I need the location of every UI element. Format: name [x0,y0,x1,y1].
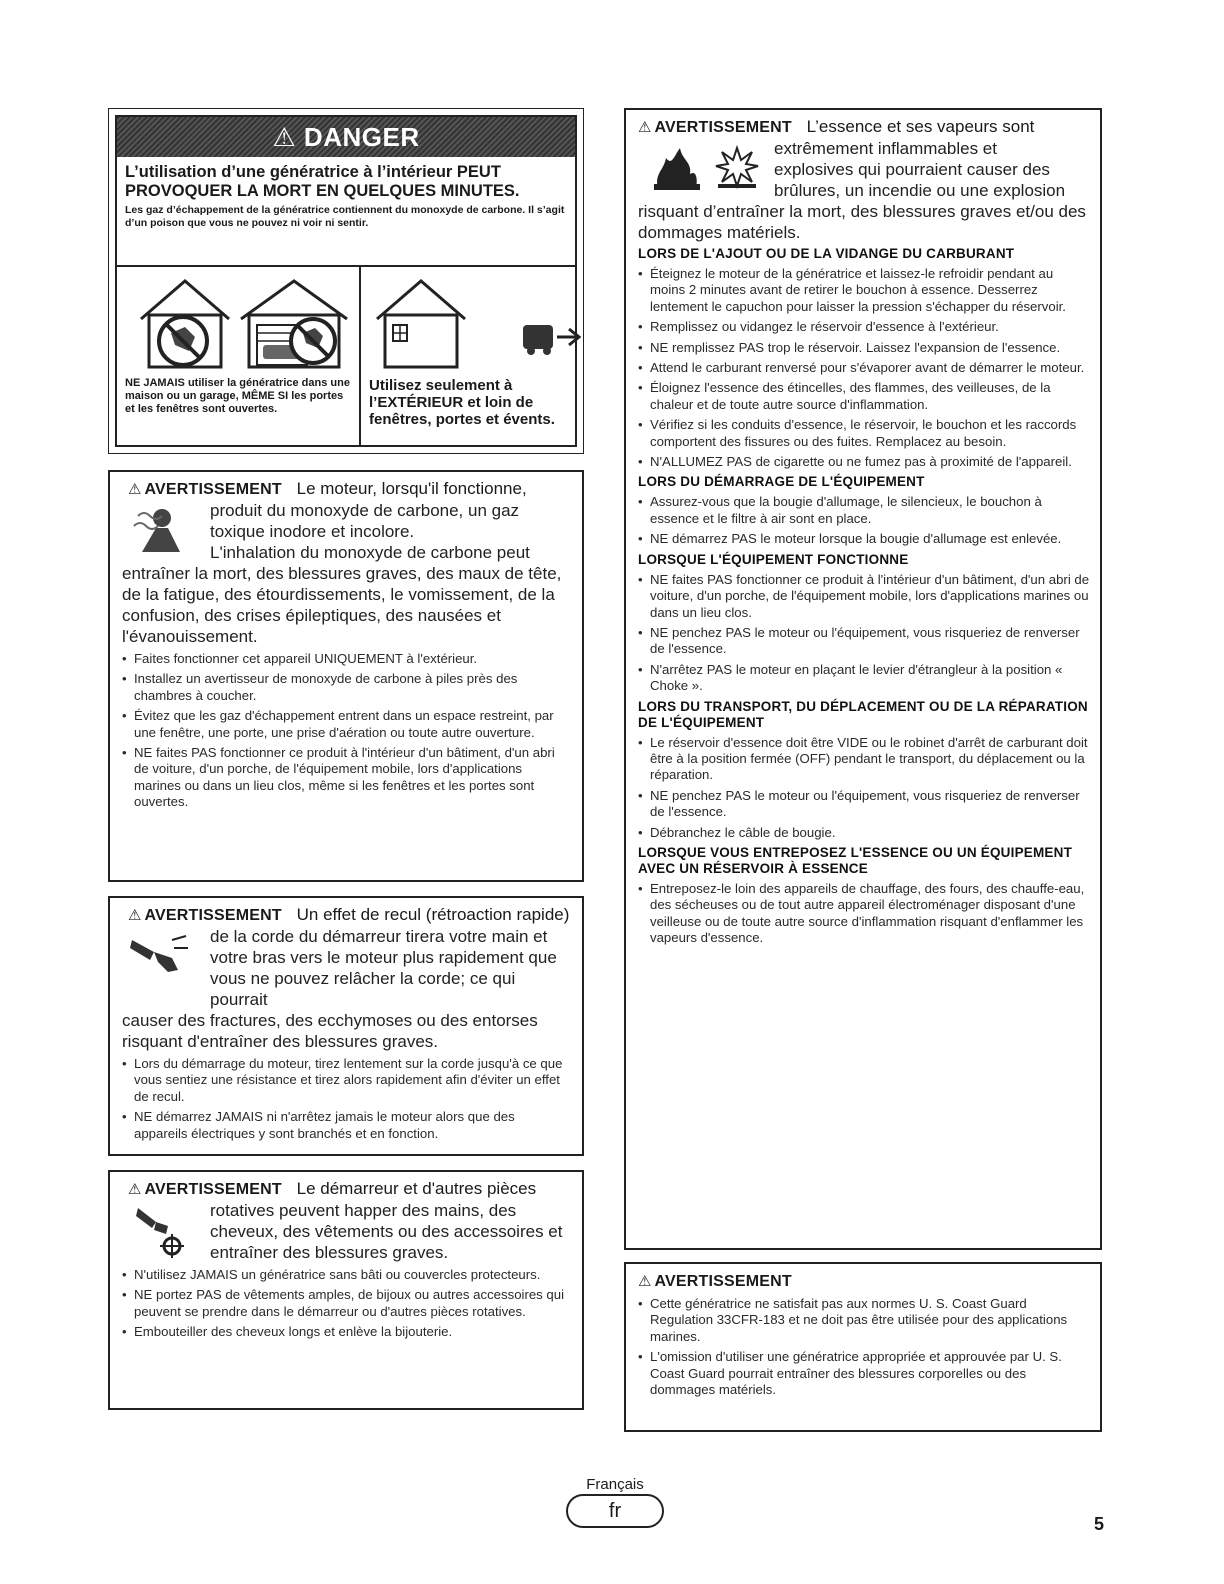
warning-line: explosives qui pourraient causer des [774,160,1050,179]
warning-line: Le moteur, lorsqu'il fonctionne, [296,479,527,498]
list-item: • Débranchez le câble de bougie. [638,825,1090,841]
danger-box [108,108,584,454]
warning-title-rest: L’essence et ses vapeurs sont [806,117,1035,136]
section-heading: LORSQUE VOUS ENTREPOSEZ L'ESSENCE OU UN ÉQUIPEMENT AVEC UN RÉSERVOIR À ESSENCE [638,844,1073,876]
list-item: • N'arrêtez PAS le moteur en plaçant le levier d'étrangleur à la position « Choke ». [638,662,1090,695]
warning-title-row [638,1270,1090,1292]
list-item: • Remplissez ou vidangez le réservoir d'essence à l'extérieur. [638,319,1090,335]
list-item: • NE faites PAS fonctionner ce produit à l'intérieur d'un bâtiment, d'un abri de voiture, d'un porche, de l'équipement mobile, lors d'applications marines ou dans un lieu clos, même si les fenêtres et les portes sont ouvertes. [122,745,570,811]
list-item: • Éloignez l'essence des étincelles, des flammes, des veilleuses, de la chaleur et de toute autre source d'inflammation. [638,380,1090,413]
warning-line: produit du monoxyde de carbone, un gaz [210,501,520,520]
danger-headline: L’utilisation d’une génératrice à l’intérieur PEUT PROVOQUER LA MORT EN QUELQUES MINUTES. [125,163,520,200]
danger-subtext: Les gaz d’échappement de la génératrice contiennent du monoxyde de carbone. Il s’agit d’un poison que vous ne pouvez ni voir ni sentir. [125,204,565,229]
list-item: • Cette génératrice ne satisfait pas aux normes U. S. Coast Guard Regulation 33CFR-183 et ne doit pas être utilisée pour des applications marines. [638,1296,1090,1345]
warning-line: Un effet de recul (rétroaction rapide) [296,905,570,924]
warning-kickback [108,896,584,1156]
entanglement-icon [132,1202,188,1258]
warning-title-row [122,478,570,500]
explosion-icon [714,144,760,190]
warning-title-row [638,116,1090,138]
list-item: • NE faites PAS fonctionner ce produit à l'intérieur d'un bâtiment, d'un abri de voiture, d'un porche, de l'équipement mobile, lors d'applications marines ou dans un lieu clos. [638,572,1090,621]
warning-coast-guard [624,1262,1102,1432]
section-heading: LORSQUE L'ÉQUIPEMENT FONCTIONNE [638,551,909,567]
list-item: • NE remplissez PAS trop le réservoir. Laissez l'expansion de l'essence. [638,340,1090,356]
warning-triangle-icon: ⚠ [128,907,142,924]
warning-label: AVERTISSEMENT [654,1273,792,1290]
danger-inner [115,115,577,447]
section-bullet-list [638,572,1090,695]
danger-panels [117,265,575,445]
no-indoor-house-icon [135,275,235,371]
section-heading: LORS DU DÉMARRAGE DE L'ÉQUIPEMENT [638,474,925,490]
list-item: • L'omission d'utiliser une génératrice appropriée et approuvée par U. S. Coast Guard pourrait entraîner des blessures corporelles ou des dommages matériels. [638,1349,1090,1398]
warning-label: AVERTISSEMENT [144,481,282,498]
list-item: • NE démarrez JAMAIS ni n'arrêtez jamais le moteur alors que des appareils électriques y sont branchés et en fonction. [122,1109,570,1142]
warning-triangle-icon: ⚠ [128,1181,142,1198]
footer-language: Français [586,1476,644,1493]
warning-bullet-list [122,651,570,811]
warning-triangle-icon: ⚠ [638,1273,652,1290]
warning-line: rotatives peuvent happer des mains, des [210,1201,517,1220]
warning-label: AVERTISSEMENT [144,907,282,924]
warning-body: risquant d’entraîner la mort, des blessures graves et/ou des dommages matériels. [638,202,1086,242]
danger-panel-outdoor [361,267,575,445]
warning-line: entraîner des blessures graves. [210,1243,449,1262]
list-item: • NE penchez PAS le moteur ou l'équipement, vous risqueriez de renverser de l'essence. [638,788,1090,821]
list-item: • NE démarrez PAS le moteur lorsque la bougie d'allumage est enlevée. [638,531,1090,547]
warning-body: causer des fractures, des ecchymoses ou des entorses risquant d'entraîner des blessures graves. [122,1011,538,1051]
danger-label: ⚠ DANGER [117,117,575,157]
warning-title-row [122,1178,570,1200]
no-garage-icon [235,275,353,371]
generator-exhaust-icon [521,317,585,357]
warning-title-row [122,904,570,926]
fire-icon [652,144,702,190]
section-heading: LORS DU TRANSPORT, DU DÉPLACEMENT OU DE LA RÉPARATION DE L'ÉQUIPEMENT [638,698,1088,730]
kickback-icon [128,930,190,976]
warning-line: brûlures, un incendie ou une explosion [774,181,1066,200]
warning-triangle-icon: ⚠ [128,481,142,498]
warning-line: de la corde du démarreur tirera votre main et [210,927,548,946]
list-item: • Attend le carburant renversé pour s'évaporer avant de démarrer le moteur. [638,360,1090,376]
danger-left-caption: NE JAMAIS utiliser la génératrice dans une maison ou un garage, MÊME SI les portes et les fenêtres sont ouvertes. [125,377,350,415]
section-bullet-list [638,881,1090,947]
list-item: • NE portez PAS de vêtements amples, de bijoux ou autres accessoires qui peuvent se prendre dans le démarreur ou d'autres pièces rotatives. [122,1287,570,1320]
warning-body: entraîner la mort, des blessures graves, des maux de tête, de la fatigue, des étourdissements, le vomissement, de la confusion, des crises épileptiques, des nausées et l'évanouissement. [122,564,562,646]
warning-bullet-list [122,1056,570,1142]
list-item: • Entreposez-le loin des appareils de chauffage, des fours, des chauffe-eau, des sécheuses ou de tout autre appareil électroménager disposant d'une veilleuse ou de toute autre source d'inflammation risquant d'enflammer les vapeurs d'essence. [638,881,1090,947]
footer-lang-badge: fr [566,1494,664,1528]
carbon-monoxide-icon [132,502,188,558]
warning-bullet-list [638,1296,1090,1398]
warning-line: Le démarreur et d'autres pièces [296,1179,537,1198]
warning-carbon-monoxide [108,470,584,882]
warning-bullet-list [122,1267,570,1341]
warning-line: extrêmement inflammables et [774,139,997,158]
list-item: • Embouteiller des cheveux longs et enlève la bijouterie. [122,1324,570,1340]
list-item: • Le réservoir d'essence doit être VIDE ou le robinet d'arrêt de carburant doit être à la position fermée (OFF) pendant le transport, du déplacement ou la réparation. [638,735,1090,784]
warning-label: AVERTISSEMENT [654,119,792,136]
list-item: • N'ALLUMEZ PAS de cigarette ou ne fumez pas à proximité de l'appareil. [638,454,1090,470]
warning-line: votre bras vers le moteur plus rapidement que [210,948,557,967]
danger-panel-indoor [117,267,361,445]
section-heading: LORS DE L'AJOUT OU DE LA VIDANGE DU CARBURANT [638,246,1015,261]
warning-rotating-parts [108,1170,584,1410]
list-item: • Assurez-vous que la bougie d'allumage, le silencieux, le bouchon à essence et le filtre à air sont en place. [638,494,1090,527]
section-bullet-list [638,735,1090,841]
list-item: • Éteignez le moteur de la génératrice et laissez-le refroidir pendant au moins 2 minutes avant de retirer le bouchon à essence. Desserrez lentement le capuchon pour laisser la pression s'échapper du réservoir. [638,266,1090,315]
list-item: • Lors du démarrage du moteur, tirez lentement sur la corde jusqu'à ce que vous sentiez une résistance et tirez alors rapidement afin d'éviter un effet de recul. [122,1056,570,1105]
warning-line: L'inhalation du monoxyde de carbone peut [210,543,530,562]
list-item: • N'utilisez JAMAIS un génératrice sans bâti ou couvercles protecteurs. [122,1267,570,1283]
warning-triangle-icon: ⚠ [638,119,652,136]
warning-line: cheveux, des vêtements ou des accessoires et [210,1222,563,1241]
danger-right-caption: Utilisez seulement à l’EXTÉRIEUR et loin de fenêtres, portes et évents. [369,377,555,428]
page-number: 5 [1094,1514,1105,1534]
warning-line: toxique inodore et incolore. [210,522,415,541]
section-bullet-list [638,266,1090,470]
outdoor-house-icon [371,275,471,371]
section-bullet-list [638,494,1090,547]
warning-label: AVERTISSEMENT [144,1181,282,1198]
list-item: • Vérifiez si les conduits d'essence, le réservoir, le bouchon et les raccords comportent des fissures ou des fuites. Remplacez au besoin. [638,417,1090,450]
list-item: • Faites fonctionner cet appareil UNIQUEMENT à l'extérieur. [122,651,570,667]
warning-fuel [624,108,1102,1250]
list-item: • Évitez que les gaz d'échappement entrent dans un espace restreint, par une fenêtre, une porte, une prise d'aération ou toute autre ouverture. [122,708,570,741]
warning-line: vous ne pouvez relâcher la corde; ce qui pourrait [210,969,516,1009]
list-item: • Installez un avertisseur de monoxyde de carbone à piles près des chambres à coucher. [122,671,570,704]
list-item: • NE penchez PAS le moteur ou l'équipement, vous risqueriez de renverser de l'essence. [638,625,1090,658]
